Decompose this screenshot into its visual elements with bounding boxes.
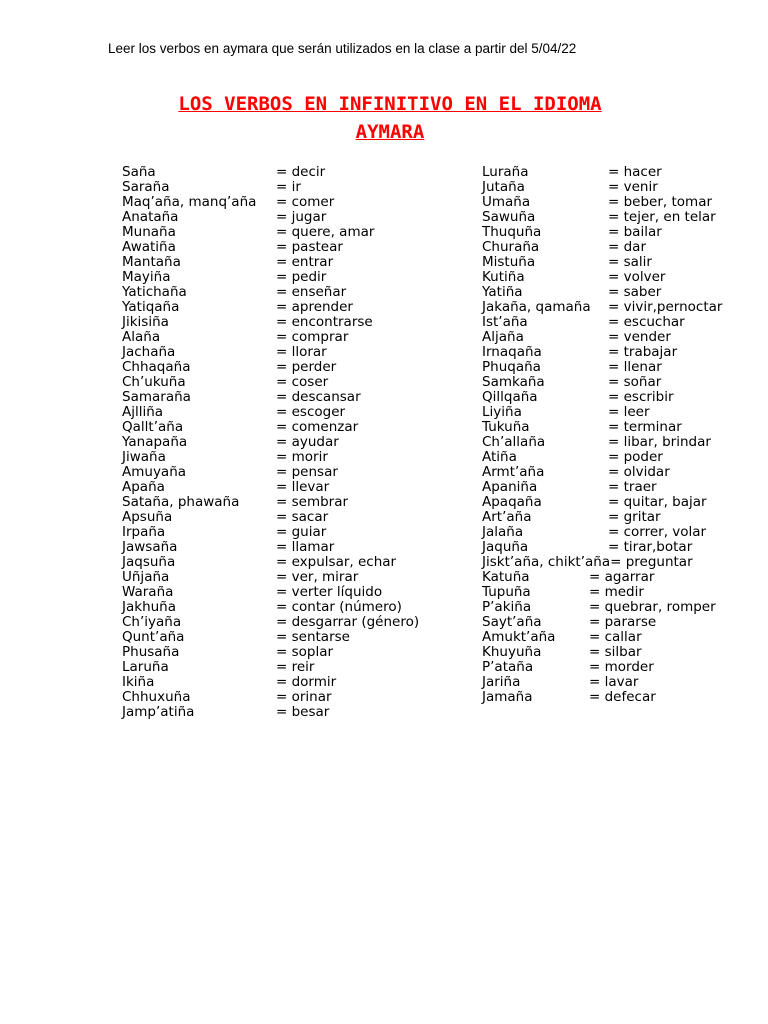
aymara-verb: Saraña <box>122 179 170 195</box>
aymara-verb: Yatiqaña <box>122 299 180 315</box>
spanish-meaning: = dormir <box>276 674 337 690</box>
aymara-verb: Tukuña <box>482 419 530 435</box>
spanish-meaning: = quere, amar <box>276 224 375 240</box>
aymara-verb: Art’aña <box>482 509 532 525</box>
aymara-verb: Anataña <box>122 209 179 225</box>
spanish-meaning: = enseñar <box>276 284 347 300</box>
spanish-meaning: = escribir <box>608 389 674 405</box>
spanish-meaning: = comer <box>276 194 335 210</box>
aymara-verb: Amukt’aña <box>482 629 556 645</box>
spanish-meaning: = soplar <box>276 644 334 660</box>
spanish-meaning: = sentarse <box>276 629 350 645</box>
aymara-verb: P’akiña <box>482 599 532 615</box>
spanish-meaning: = contar (número) <box>276 599 402 615</box>
aymara-verb: Qallt’aña <box>122 419 184 435</box>
spanish-meaning: = sembrar <box>276 494 349 510</box>
aymara-verb: Chhuxuña <box>122 689 191 705</box>
aymara-verb: Apsuña <box>122 509 173 525</box>
aymara-verb: Chhaqaña <box>122 359 191 375</box>
aymara-verb: Ch’iyaña <box>122 614 182 630</box>
spanish-meaning: = gritar <box>608 509 661 525</box>
aymara-verb: Samaraña <box>122 389 191 405</box>
spanish-meaning: = comprar <box>276 329 349 345</box>
aymara-verb: Kutiña <box>482 269 525 285</box>
spanish-meaning: = comenzar <box>276 419 359 435</box>
spanish-meaning: = desgarrar (género) <box>276 614 420 630</box>
aymara-verb: Yanapaña <box>122 434 188 450</box>
aymara-verb: Jiskt’aña, chikt’aña= preguntar <box>482 554 693 570</box>
spanish-meaning: = vender <box>608 329 671 345</box>
spanish-meaning: = dar <box>608 239 646 255</box>
aymara-verb: Luraña <box>482 164 529 180</box>
spanish-meaning: = descansar <box>276 389 361 405</box>
spanish-meaning: = pararse <box>589 614 657 630</box>
spanish-meaning: = leer <box>608 404 650 420</box>
aymara-verb: Laruña <box>122 659 169 675</box>
aymara-verb: Liyiña <box>482 404 522 420</box>
spanish-meaning: = orinar <box>276 689 332 705</box>
aymara-verb: Munaña <box>122 224 176 240</box>
aymara-verb: Irpaña <box>122 524 166 540</box>
spanish-meaning: = bailar <box>608 224 662 240</box>
spanish-meaning: = pastear <box>276 239 343 255</box>
aymara-verb: Amuyaña <box>122 464 187 480</box>
aymara-verb: Jakhuña <box>122 599 177 615</box>
aymara-verb: Ch’allaña <box>482 434 546 450</box>
spanish-meaning: = salir <box>608 254 652 270</box>
spanish-meaning: = verter líquido <box>276 584 383 600</box>
spanish-meaning: = beber, tomar <box>608 194 713 210</box>
aymara-verb: Maq’aña, manq’aña <box>122 194 257 210</box>
spanish-meaning: = expulsar, echar <box>276 554 397 570</box>
aymara-verb: Jariña <box>482 674 521 690</box>
spanish-meaning: = callar <box>589 629 642 645</box>
aymara-verb: Atiña <box>482 449 517 465</box>
spanish-meaning: = morder <box>589 659 654 675</box>
spanish-meaning: = soñar <box>608 374 662 390</box>
spanish-meaning: = perder <box>276 359 337 375</box>
spanish-meaning: = trabajar <box>608 344 678 360</box>
spanish-meaning: = sacar <box>276 509 329 525</box>
aymara-verb: Jutaña <box>482 179 525 195</box>
aymara-verb: P’ataña <box>482 659 534 675</box>
spanish-meaning: = pensar <box>276 464 338 480</box>
aymara-verb: Waraña <box>122 584 174 600</box>
spanish-meaning: = hacer <box>608 164 662 180</box>
aymara-verb: Qunt’aña <box>122 629 185 645</box>
aymara-verb: Awatiña <box>122 239 176 255</box>
spanish-meaning: = agarrar <box>589 569 655 585</box>
aymara-verb: Aljaña <box>482 329 524 345</box>
header-note: Leer los verbos en aymara que serán utilizados en la clase a partir del 5/04/22 <box>108 41 577 56</box>
aymara-verb: Sayt’aña <box>482 614 542 630</box>
aymara-verb: Mantaña <box>122 254 181 270</box>
spanish-meaning: = besar <box>276 704 330 720</box>
aymara-verb: Saña <box>122 164 156 180</box>
spanish-meaning: = pedir <box>276 269 327 285</box>
aymara-verb: Qillqaña <box>482 389 538 405</box>
aymara-verb: Alaña <box>122 329 161 345</box>
aymara-verb: Yatichaña <box>122 284 187 300</box>
aymara-verb: Mayiña <box>122 269 171 285</box>
spanish-meaning: = ver, mirar <box>276 569 359 585</box>
aymara-verb: Phusaña <box>122 644 180 660</box>
aymara-verb: Ch’ukuña <box>122 374 186 390</box>
aymara-verb: Jawsaña <box>122 539 178 555</box>
aymara-verb: Uñjaña <box>122 569 170 585</box>
aymara-verb: Jachaña <box>122 344 176 360</box>
spanish-meaning: = entrar <box>276 254 334 270</box>
aymara-verb: Mistuña <box>482 254 536 270</box>
spanish-meaning: = jugar <box>276 209 327 225</box>
aymara-verb: Armt’aña <box>482 464 545 480</box>
spanish-meaning: = ir <box>276 179 301 195</box>
aymara-verb: Jakaña, qamaña <box>482 299 591 315</box>
spanish-meaning: = escoger <box>276 404 346 420</box>
spanish-meaning: = volver <box>608 269 666 285</box>
spanish-meaning: = saber <box>608 284 662 300</box>
spanish-meaning: = venir <box>608 179 658 195</box>
spanish-meaning: = quebrar, romper <box>589 599 716 615</box>
aymara-verb: Ajlliña <box>122 404 164 420</box>
aymara-verb: Jaqsuña <box>122 554 176 570</box>
aymara-verb: Umaña <box>482 194 531 210</box>
aymara-verb: Tupuña <box>482 584 531 600</box>
spanish-meaning: = llenar <box>608 359 662 375</box>
spanish-meaning: = tirar,botar <box>608 539 693 555</box>
spanish-meaning: = aprender <box>276 299 353 315</box>
spanish-meaning: = lavar <box>589 674 639 690</box>
aymara-verb: Ikiña <box>122 674 155 690</box>
aymara-verb: Jikisiña <box>122 314 169 330</box>
aymara-verb: Irnaqaña <box>482 344 542 360</box>
aymara-verb: Jamaña <box>482 689 533 705</box>
aymara-verb: Sataña, phawaña <box>122 494 240 510</box>
aymara-verb: Jaquña <box>482 539 529 555</box>
spanish-meaning: = reir <box>276 659 315 675</box>
title-line-2: AYMARA <box>355 121 425 143</box>
spanish-meaning: = poder <box>608 449 663 465</box>
aymara-verb: Apaniña <box>482 479 538 495</box>
aymara-verb: Yatiña <box>482 284 523 300</box>
spanish-meaning: = tejer, en telar <box>608 209 716 225</box>
spanish-meaning: = libar, brindar <box>608 434 711 450</box>
spanish-meaning: = coser <box>276 374 329 390</box>
spanish-meaning: = ayudar <box>276 434 339 450</box>
spanish-meaning: = morir <box>276 449 328 465</box>
spanish-meaning: = encontrarse <box>276 314 373 330</box>
aymara-verb: Churaña <box>482 239 540 255</box>
spanish-meaning: = vivir,pernoctar <box>608 299 723 315</box>
aymara-verb: Apaqaña <box>482 494 542 510</box>
spanish-meaning: = llamar <box>276 539 335 555</box>
aymara-verb: Jamp’atiña <box>122 704 195 720</box>
spanish-meaning: = silbar <box>589 644 642 660</box>
spanish-meaning: = medir <box>589 584 644 600</box>
aymara-verb: Apaña <box>122 479 165 495</box>
spanish-meaning: = escuchar <box>608 314 685 330</box>
document-title <box>0 90 768 146</box>
title-line-1: LOS VERBOS EN INFINITIVO EN EL IDIOMA <box>178 93 602 115</box>
aymara-verb: Phuqaña <box>482 359 541 375</box>
spanish-meaning: = correr, volar <box>608 524 707 540</box>
spanish-meaning: = decir <box>276 164 326 180</box>
aymara-verb: Sawuña <box>482 209 536 225</box>
spanish-meaning: = traer <box>608 479 657 495</box>
aymara-verb: Katuña <box>482 569 530 585</box>
spanish-meaning: = llorar <box>276 344 327 360</box>
aymara-verb: Thuquña <box>482 224 542 240</box>
spanish-meaning: = llevar <box>276 479 330 495</box>
aymara-verb: Jiwaña <box>122 449 166 465</box>
spanish-meaning: = olvidar <box>608 464 670 480</box>
aymara-verb: Samkaña <box>482 374 545 390</box>
spanish-meaning: = terminar <box>608 419 682 435</box>
spanish-meaning: = guiar <box>276 524 327 540</box>
aymara-verb: Jalaña <box>482 524 524 540</box>
spanish-meaning: = defecar <box>589 689 656 705</box>
spanish-meaning: = quitar, bajar <box>608 494 707 510</box>
aymara-verb: Khuyuña <box>482 644 542 660</box>
aymara-verb: Ist’aña <box>482 314 528 330</box>
